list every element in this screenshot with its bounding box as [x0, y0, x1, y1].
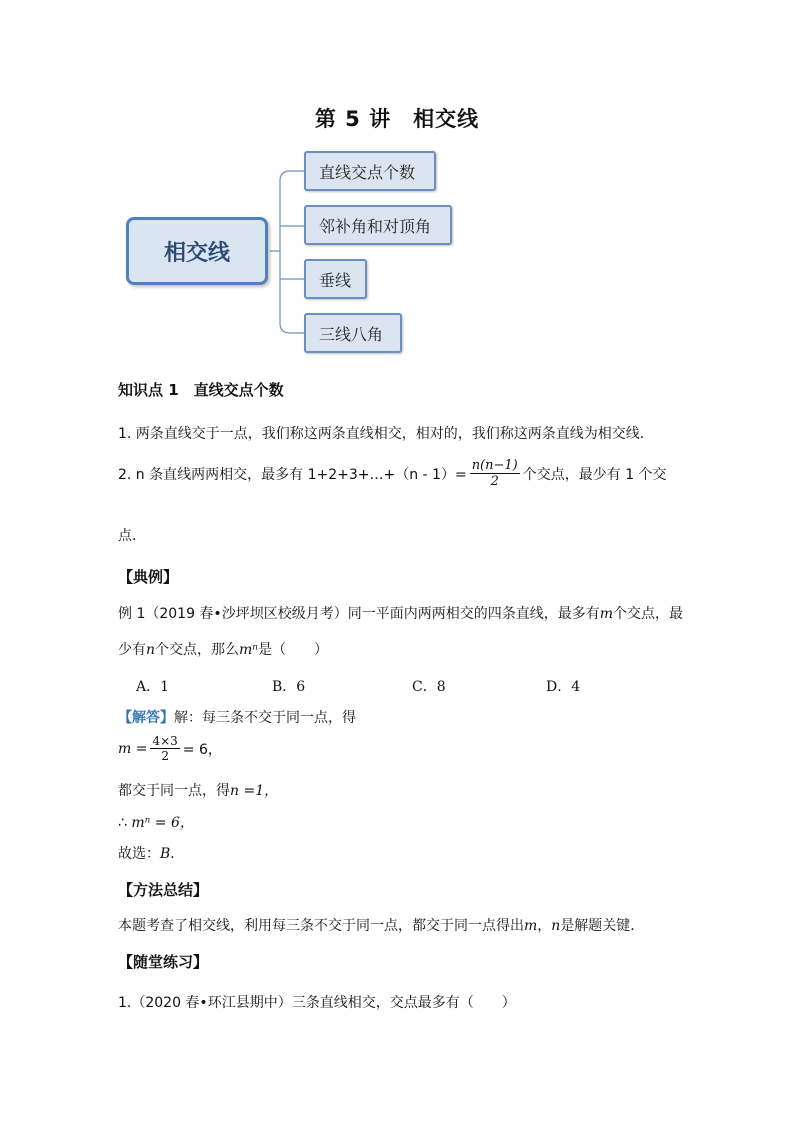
m-equals: m = — [118, 740, 148, 757]
therefore-symbol: ∴ — [118, 815, 127, 831]
fraction-denominator: 2 — [490, 474, 499, 489]
fraction-numerator: n(n−1) — [471, 458, 518, 473]
point2-fraction — [470, 458, 520, 489]
solution-line2 — [118, 780, 278, 800]
example-tag: 【典例】 — [118, 568, 179, 586]
solution-text: 解：每三条不交于同一点，得 — [174, 710, 356, 726]
var-mn: mⁿ — [239, 642, 258, 658]
method-tag: 【方法总结】 — [118, 881, 209, 899]
solution-line3 — [118, 812, 194, 832]
fraction-numerator: 4×3 — [152, 734, 178, 748]
practice-tag: 【随堂练习】 — [118, 953, 209, 971]
mindmap-root: 相交线 — [126, 217, 268, 285]
solution-text: 都交于同一点，得 — [118, 783, 230, 799]
fraction-denominator: 2 — [161, 749, 169, 763]
option-c: C．8 — [412, 679, 446, 695]
mindmap-branch-adjacent-vertical-angles: 邻补角和对顶角 — [304, 205, 452, 245]
stem-text: 个交点，最 — [612, 606, 683, 622]
point2-suffix: 个交点，最少有 1 个交 — [522, 466, 667, 483]
stem-text: 是（ ） — [257, 642, 328, 658]
point2-prefix: 2. n 条直线两两相交，最多有 1+2+3+…+（n - 1）= — [118, 466, 467, 483]
stem-text: 例 1（2019 春•沙坪坝区校级月考）同一平面内两两相交的四条直线，最多有 — [118, 606, 600, 622]
m-result: = 6， — [182, 741, 222, 758]
mn-equals: mⁿ = 6， — [131, 815, 194, 831]
solution-m-equation — [118, 734, 222, 763]
practice-question-1: 1.（2020 春•环江县期中）三条直线相交，交点最多有（ ） — [118, 995, 516, 1011]
knowledge-point-1: 1. 两条直线交于一点，我们称这两条直线相交，相对的，我们称这两条直线为相交线． — [118, 426, 654, 442]
n-equals: n =1， — [230, 783, 279, 799]
solution-tag: 【解答】 — [118, 710, 174, 726]
var-m: m — [524, 918, 538, 934]
stem-text: 个交点，那么 — [155, 642, 240, 658]
example-stem-line2 — [118, 639, 328, 659]
knowledge-point-2-tail: 点． — [118, 528, 146, 544]
option-d: D．4 — [546, 679, 581, 695]
method-sentence: 本题考查了相交线，利用每三条不交于同一点，都交于同一点得出 — [118, 918, 524, 934]
var-m: m — [599, 606, 613, 622]
m-fraction — [150, 734, 179, 763]
page-title: 第 5 讲 相交线 — [314, 107, 480, 131]
method-sentence: 是解题关键． — [560, 918, 645, 934]
option-b: B．6 — [272, 679, 306, 695]
solution-line4 — [118, 843, 184, 863]
solution-text: ． — [170, 846, 185, 862]
mindmap-branch-intersection-count: 直线交点个数 — [304, 151, 436, 191]
option-a: A．1 — [136, 679, 170, 695]
var-n: n — [146, 642, 156, 658]
solution-text: 故选： — [118, 846, 160, 862]
knowledge-point-2 — [118, 458, 667, 489]
stem-text: 少有 — [118, 642, 146, 658]
knowledge-heading: 知识点 1 直线交点个数 — [118, 381, 284, 399]
method-text — [118, 915, 644, 935]
example-stem-line1 — [118, 603, 683, 623]
answer-letter: B — [160, 846, 171, 862]
mindmap-branch-perpendicular: 垂线 — [304, 259, 367, 299]
var-n: n — [551, 918, 561, 934]
mindmap-branch-three-lines-eight-angles: 三线八角 — [304, 313, 402, 353]
separator: ， — [537, 918, 552, 934]
solution-intro — [118, 707, 356, 727]
